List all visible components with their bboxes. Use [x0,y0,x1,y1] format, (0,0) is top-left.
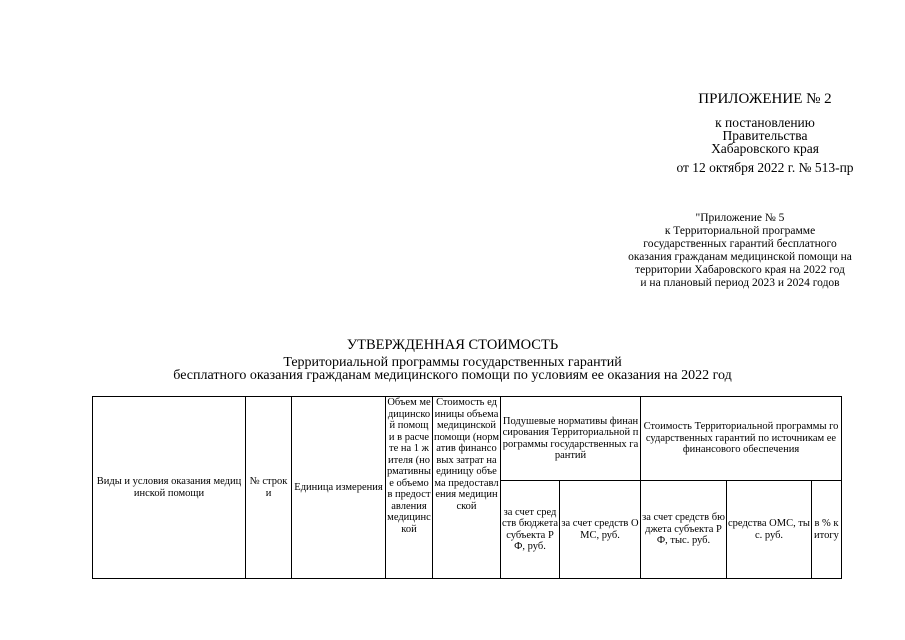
header-unit-cost: Стоимость единицы объема медицинской помощи (норматив финансовых затрат на единицу объема предоставления медицинской [433,397,501,579]
document-subtitle [0,356,905,382]
header-types-of-care: Виды и условия оказания медицинской помощи [93,397,246,579]
to-resolution-line: Правительства [722,128,808,143]
appendix-2-label: ПРИЛОЖЕНИЕ № 2 [698,91,832,107]
subheader-percent-total: в % к итогу [812,481,842,579]
header-unit: Единица измерения [292,397,386,579]
appendix-5-line: оказания гражданам медицинской помощи на [628,251,852,263]
header-row-number: № строки [246,397,292,579]
to-resolution-line: Хабаровского края [711,141,819,156]
to-resolution-block [650,116,880,155]
appendix-5-line: "Приложение № 5 [695,212,785,224]
cost-table [92,396,842,579]
appendix-5-line: и на плановый период 2023 и 2024 годов [640,277,840,289]
subheader-budget-rub: за счет средств бюджета субъекта РФ, руб. [501,481,560,579]
subheader-budget-thous: за счет средств бюджета субъекта РФ, тыс. руб. [641,481,727,579]
subheader-oms-rub: за счет средств ОМС, руб. [560,481,641,579]
to-resolution-line: к постановлению [715,115,815,130]
subheader-oms-thous: средства ОМС, тыс. руб. [727,481,812,579]
resolution-date: от 12 октября 2022 г. № 513-пр [676,160,854,175]
appendix-5-block [590,212,890,290]
header-total-cost-group: Стоимость Территориальной программы государственных гарантий по источникам ее финансового обеспечения [641,397,842,481]
document-title: УТВЕРЖДЕННАЯ СТОИМОСТЬ [346,337,559,353]
appendix-5-line: государственных гарантий бесплатного [643,238,837,250]
subtitle-line: бесплатного оказания гражданам медицинского помощи по условиям ее оказания на 2022 год [173,368,732,383]
header-per-capita-group: Подушевые нормативы финансирования Территориальной программы государственных гарантий [501,397,641,481]
header-volume-per-capita: Объем медицинской помощи в расчете на 1 жителя (нормативные объемов предоставления медицинской [386,397,433,579]
appendix-5-line: к Территориальной программе [664,225,816,237]
subtitle-line: Территориальной программы государственных гарантий [283,355,622,370]
appendix-5-line: территории Хабаровского края на 2022 год [635,264,845,276]
